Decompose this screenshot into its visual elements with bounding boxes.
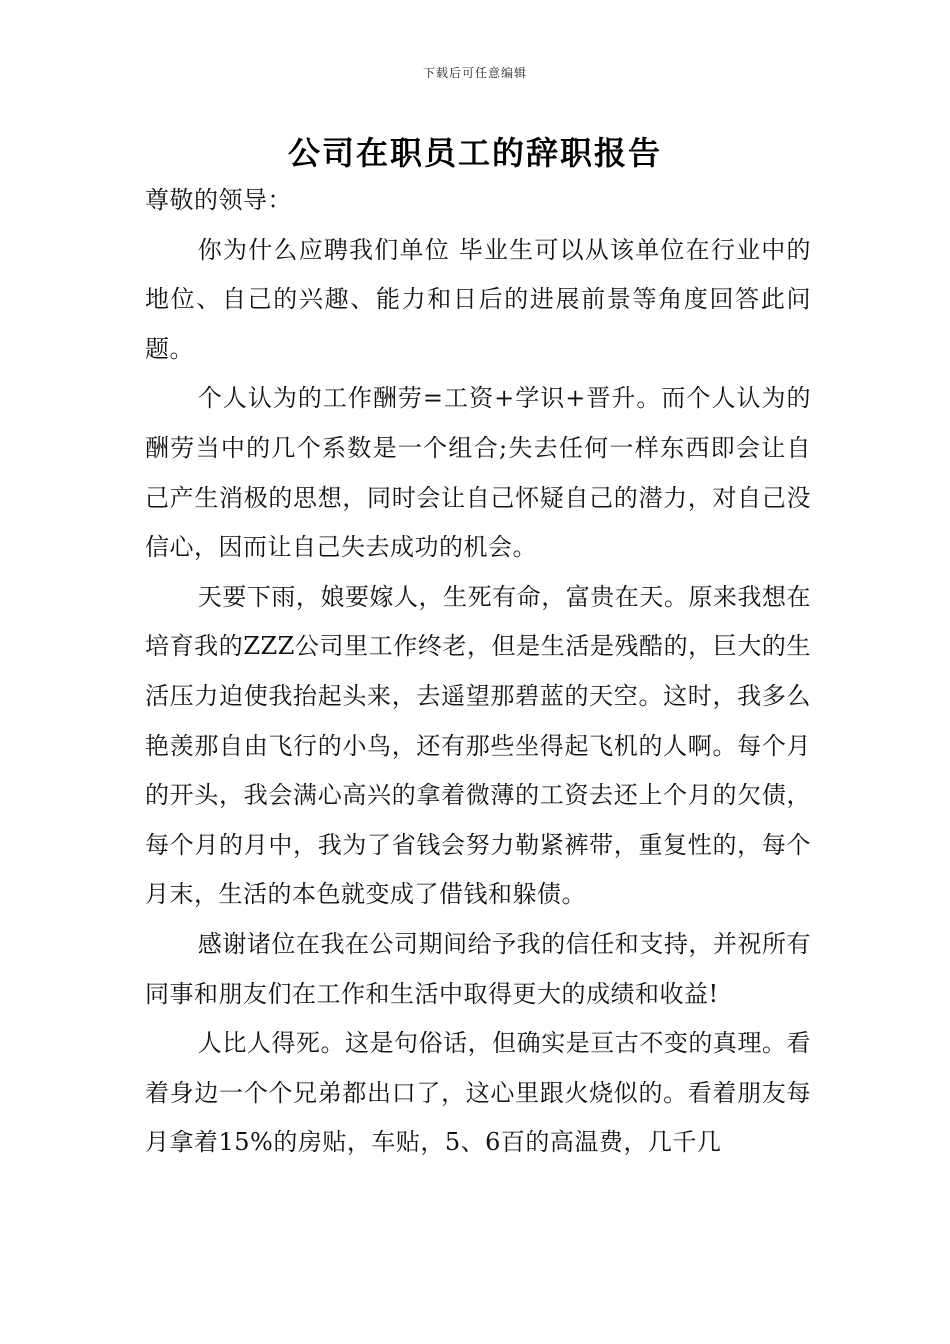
paragraph-4: 感谢诸位在我在公司期间给予我的信任和支持，并祝所有同事和朋友们在工作和生活中取得更大的成绩和收益! — [145, 929, 811, 1008]
document-title: 公司在职员工的辞职报告 — [287, 134, 662, 172]
paragraph-5: 人比人得死。这是句俗话，但确实是亘古不变的真理。看着身边一个个兄弟都出口了，这心里跟火烧似的。看着朋友每月拿着15%的房贴，车贴，5、6百的高温费，几千几 — [145, 1029, 811, 1157]
document-body — [145, 176, 811, 1168]
salutation: 尊敬的领导： — [145, 186, 292, 214]
header-note: 下载后可任意编辑 — [422, 66, 527, 80]
paragraph-2: 个人认为的工作酬劳=工资+学识+晋升。而个人认为的酬劳当中的几个系数是一个组合;失去任何一样东西即会让自己产生消极的思想，同时会让自己怀疑自己的潜力，对自己没信心，因而让自己失去成功的机会。 — [145, 384, 811, 562]
paragraph-3: 天要下雨，娘要嫁人，生死有命，富贵在天。原来我想在培育我的ZZZ公司里工作终老，但是生活是残酷的，巨大的生活压力迫使我抬起头来，去遥望那碧蓝的天空。这时，我多么艳羡那自由飞行的小鸟，还有那些坐得起飞机的人啊。每个月的开头，我会满心高兴的拿着微薄的工资去还上个月的欠债，每个月的月中，我为了省钱会努力勒紧裤带，重复性的，每个月末，生活的本色就变成了借钱和躲债。 — [145, 582, 811, 909]
paragraph-1: 你为什么应聘我们单位 毕业生可以从该单位在行业中的地位、自己的兴趣、能力和日后的进展前景等角度回答此问题。 — [145, 235, 811, 363]
